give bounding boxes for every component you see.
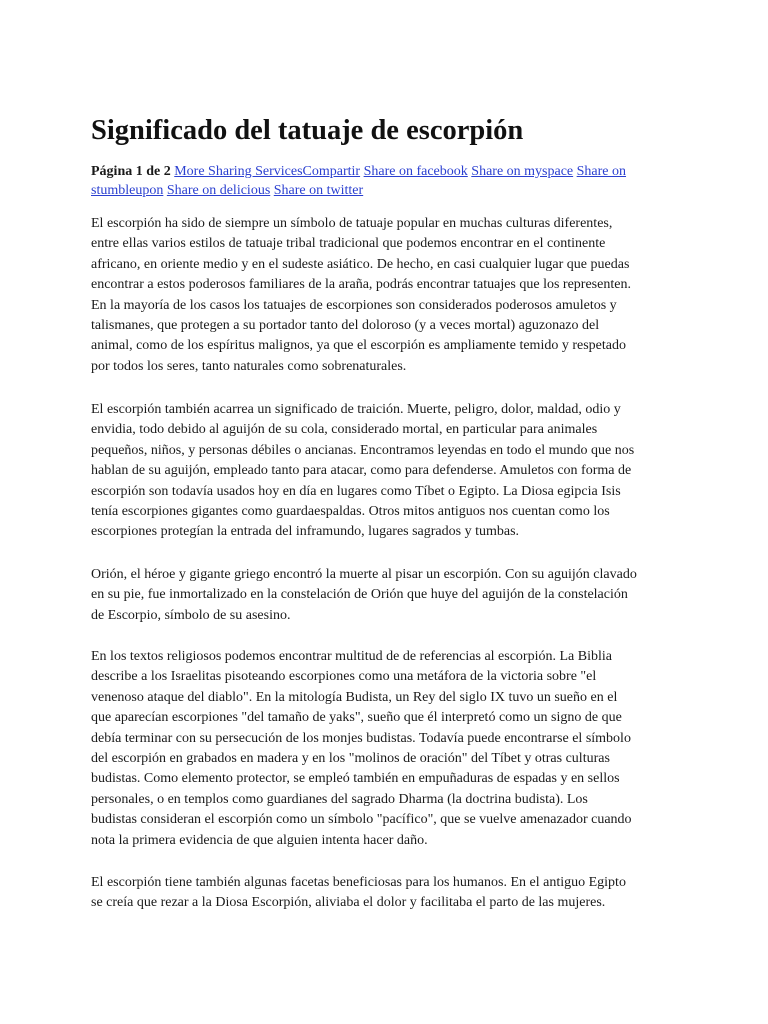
text-line: animal, como de los espíritus malignos, ya que el escorpión es ampliamente temido y respetado	[91, 338, 626, 354]
text-line: personales, o en templos como guardianes del sagrado Dharma (la doctrina budista). Los	[91, 791, 588, 807]
text-line: tenía escorpiones gigantes como guardaespaldas. Otros mitos antiguos nos cuentan como los	[91, 504, 610, 520]
share-myspace-link[interactable]: Share on myspace	[471, 164, 574, 179]
share-twitter-link[interactable]: Share on twitter	[273, 182, 364, 198]
text-line: del escorpión en grabados en madera y en los "molinos de oración" del Tíbet y otras culturas	[91, 751, 610, 767]
text-line: En los textos religiosos podemos encontrar multitud de de referencias al escorpión. La Biblia	[91, 649, 612, 664]
text-line: En la mayoría de los casos los tatuajes de escorpiones son considerados poderosos amuletos y	[91, 297, 617, 313]
text-line: budistas. Como elemento protector, se empleó también en empuñaduras de espadas y en sellos	[91, 771, 620, 787]
text-line: El escorpión también acarrea un significado de traición. Muerte, peligro, dolor, maldad, odio y	[91, 402, 621, 417]
text-line: Orión, el héroe y gigante griego encontró la muerte al pisar un escorpión. Con su aguijón clavado	[91, 567, 637, 582]
text-line: debía terminar con su persecución de los monjes budistas. Todavía puede encontrarse el símbolo	[91, 730, 631, 746]
text-line: entre ellas varios estilos de tatuaje tribal tradicional que podemos encontrar en el continente	[91, 236, 606, 252]
text-line: pequeños, niños, y personas débiles o ancianas. Encontramos leyendas en todo el mundo que nos	[91, 442, 635, 458]
more-sharing-link[interactable]: More Sharing ServicesCompartir	[174, 164, 361, 179]
share-stumbleupon-link[interactable]: Share on stumbleupon	[91, 164, 627, 198]
text-line: en su pie, fue inmortalizado en la constelación de Orión que huye del aguijón de la constelación	[91, 587, 628, 603]
text-line: de Escorpio, símbolo de su asesino.	[91, 607, 291, 623]
paragraph-religion	[91, 647, 691, 851]
paragraph-intro	[91, 214, 691, 377]
share-bar	[91, 163, 681, 200]
share-delicious-link[interactable]: Share on delicious	[166, 182, 271, 198]
text-line: budistas consideran el escorpión como un símbolo "pacífico", que se vuelve amenazador cuando	[91, 812, 632, 828]
text-line: envidia, todo debido al aguijón de su cola, considerado mortal, en particular para animales	[91, 422, 598, 438]
text-line: se creía que rezar a la Diosa Escorpión, aliviaba el dolor y facilitaba el parto de las mujeres.	[91, 895, 606, 911]
text-line: El escorpión ha sido de siempre un símbolo de tatuaje popular en muchas culturas diferentes,	[91, 216, 613, 231]
text-line: que aparecían escorpiones "del tamaño de yaks", sueño que él interpretó como un signo de que	[91, 710, 622, 726]
paragraph-orion	[91, 565, 691, 626]
text-line: El escorpión tiene también algunas facetas beneficiosas para los humanos. En el antiguo Egipto	[91, 875, 626, 890]
text-line: talismanes, que protegen a su portador tanto del doloroso (y a veces mortal) aguzonazo del	[91, 318, 600, 334]
text-line: venenoso ataque del diablo". En la mitología Budista, un Rey del siglo IX tuvo un sueño en el	[91, 689, 618, 705]
paragraph-benefits	[91, 873, 691, 914]
text-line: escorpión son todavía usados hoy en día en lugares como Tíbet o Egipto. La Diosa egipcia Isis	[91, 483, 621, 499]
text-line: encontrar a estos poderosos familiares de la araña, podrás encontrar tatuajes que los representen.	[91, 277, 631, 293]
paragraph-betrayal	[91, 400, 691, 543]
text-line: hablan de su aguijón, empleado tanto para atacar, como para defenderse. Amuletos con forma de	[91, 463, 632, 479]
text-line: africano, en oriente medio y en el sudeste asiático. De hecho, en casi cualquier lugar que puedas	[91, 256, 630, 272]
page-counter: Página 1 de 2	[91, 164, 171, 179]
text-line: describe a los Israelitas pisoteando escorpiones como una metáfora de la victoria sobre "el	[91, 669, 597, 685]
page-title: Significado del tatuaje de escorpión	[91, 115, 524, 146]
text-line: escorpiones protegían la entrada del inframundo, lugares sagrados y tumbas.	[91, 524, 520, 540]
text-line: nota la primera evidencia de que alguien intenta hacer daño.	[91, 832, 428, 848]
text-line: por todos los seres, tanto naturales como sobrenaturales.	[91, 358, 407, 374]
share-facebook-link[interactable]: Share on facebook	[363, 164, 468, 179]
